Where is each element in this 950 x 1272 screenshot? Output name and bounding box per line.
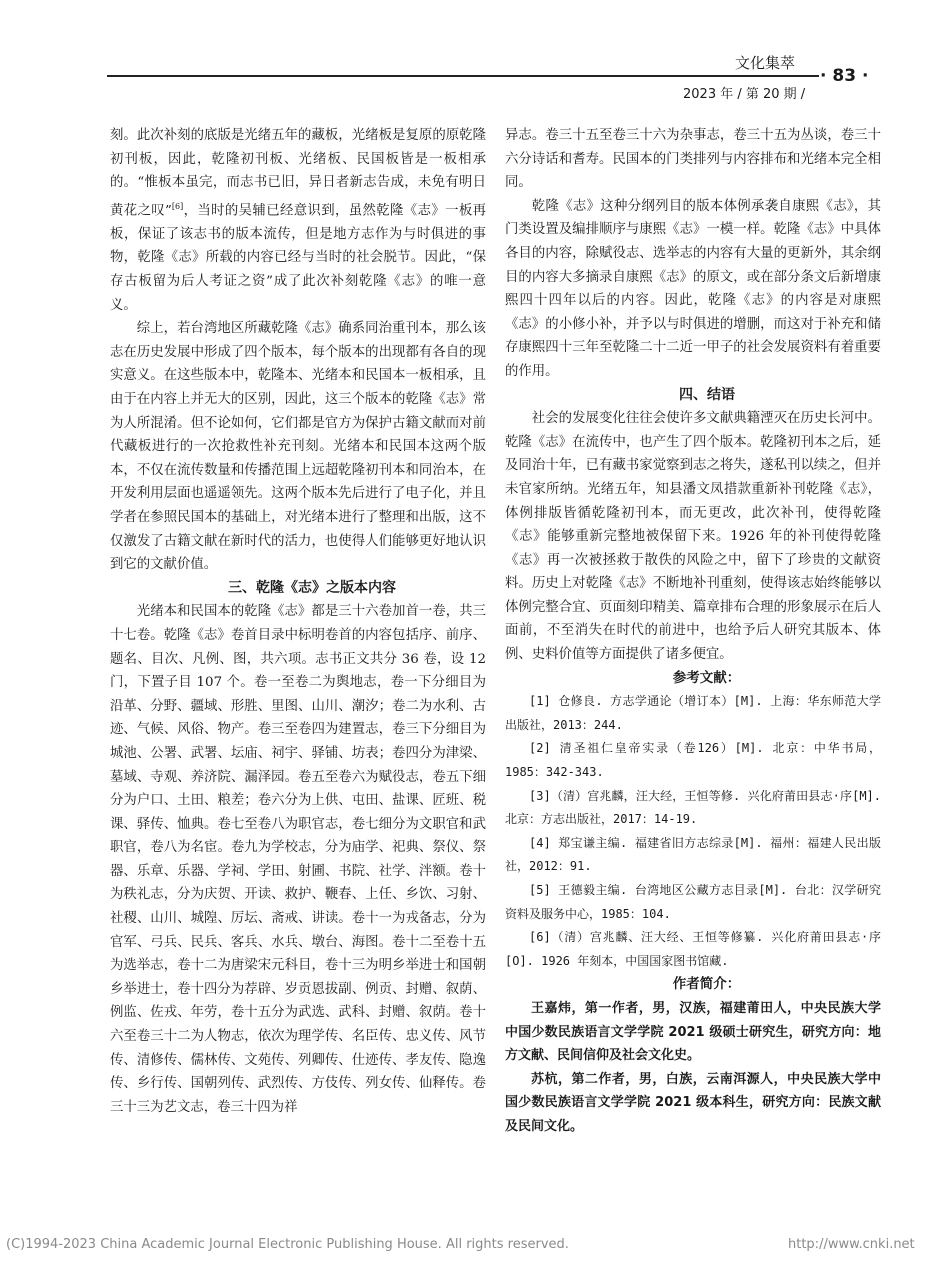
paragraph: 社会的发展变化往往会使许多文献典籍湮灭在历史长河中。乾隆《志》在流传中，也产生了四个版本。乾隆初刊本之后，延及同治十年，已有藏书家觉察到志之将失，遂私刊以续之，但并未官家所纳。光绪五年，知县潘文凤措款重新补刊乾隆《志》，体例排版皆循乾隆初刊本，而无更改，此次补刊，使得乾隆《志》能够重新完整地被保留下来。1926 年的补刊使得乾隆《志》再一次被拯救于散佚的风险之中，留下了珍贵的文献资料。历史上对乾隆《志》不断地补刊重刻，使得该志始终能够以体例完整合宜、页面刻印精美、篇章排布合理的形象展示在后人面前，不至消失在时代的前进中，也给予后人研究其版本、体例、史料价值等方面提供了诸多便宜。 [505, 411, 881, 663]
reference-item: [2] 清圣祖仁皇帝实录（卷126）[M]. 北京：中华书局，1985：342-343. [505, 741, 881, 780]
reference-item: [6]（清）宫兆麟、汪大经、王恒等修纂. 兴化府莆田县志·序[O]. 1926 年刻本，中国国家图书馆藏. [505, 930, 881, 968]
paragraph: 乾隆《志》这种分纲列目的版本体例承袭自康熙《志》，其门类设置及编排顺序与康熙《志》一模一样。乾隆《志》中具体各目的内容，除赋役志、选举志的内容有大量的更新外，其余纲目的内容大多摘录自康熙《志》的原文，或在部分条文后新增康熙四十四年以后的内容。因此，乾隆《志》的内容是对康熙《志》的小修小补，并予以与时俱进的增删，而这对于补充和储存康熙四十三年至乾隆二十二近一甲子的社会发展资料有着重要的作用。 [505, 198, 881, 379]
section-heading: 四、结语 [679, 386, 735, 403]
issue-label: 2023 年 / 第 20 期 / [683, 87, 806, 102]
references-heading: 参考文献： [672, 669, 741, 686]
page-number: · 83 · [820, 66, 869, 86]
right-column [505, 124, 881, 1139]
reference-item: [3]（清）宫兆麟，汪大经，王恒等修. 兴化府莆田县志·序[M]. 北京：方志出版社，2017：14-19. [505, 788, 881, 827]
paragraph-text: ，当时的吴辅已经意识到，虽然乾隆《志》一板再板，保证了该志书的版本流传，但是地方志作为与时俱进的事物，乾隆《志》所载的内容已经与当时的社会脱节。因此，“保存古板留为后人考证之资”成了此次补刻乾隆《志》的唯一意义。 [110, 203, 486, 313]
page-header [0, 0, 950, 110]
header-rule [107, 75, 819, 77]
journal-title: 文化集萃 [735, 54, 796, 72]
author-bio: 苏杭，第二作者，男，白族，云南洱源人，中央民族大学中国少数民族语言文学学院 2021 级本科生，研究方向：民族文献及民间文化。 [505, 1071, 881, 1134]
paragraph: 综上，若台湾地区所藏乾隆《志》确系同治重刊本，那么该志在历史发展中形成了四个版本，每个版本的出现都有各自的现实意义。在这些版本中，乾隆本、光绪本和民国本一板相承，且由于在内容上并无大的区别，因此，这三个版本的乾隆《志》常为人所混淆。但不论如何，它们都是官方为保护古籍文献而对前代藏板进行的一次抢救性补充刊刻。光绪本和民国本这两个版本，不仅在流传数量和传播范围上远超乾隆初刊本和同治本，在开发利用层面也遥遥领先。这两个版本先后进行了电子化，并且学者在参照民国本的基础上，对光绪本进行了整理和出版，这不仅激发了古籍文献在新时代的活力，也使得人们能够更好地认识到它的文献价值。 [110, 321, 486, 573]
paragraph: 异志。卷三十五至卷三十六为杂事志，卷三十五为丛谈，卷三十六分诗话和耆寿。民国本的门类排列与内容排布和光绪本完全相同。 [505, 128, 881, 191]
copyright-notice: (C)1994-2023 China Academic Journal Electronic Publishing House. All rights reserved. [6, 1237, 569, 1252]
publisher-url: http://www.cnki.net [788, 1237, 915, 1252]
paragraph-text: 刻。此次补刻的底版是光绪五年的藏板，光绪板是复原的原乾隆初刊板，因此，乾隆初刊板、光绪板、民国板皆是一板相承的。“惟板本虽完，而志书已旧，异日者新志告成，未免有明日黄花之叹” [110, 128, 486, 219]
left-column [110, 124, 486, 1119]
paragraph: 光绪本和民国本的乾隆《志》都是三十六卷加首一卷，共三十七卷。乾隆《志》卷首目录中标明卷首的内容包括序、前序、题名、目次、凡例、图，共六项。志书正文共分 36 卷，设 12 门，下置子目 107 个。卷一至卷二为舆地志，卷一下分细目为沿革、分野、疆域、形胜、里图、山川、潮汐；卷二为水利、古迹、气候、风俗、物产。卷三至卷四为建置志，卷三下分细目为城池、公署、武署、坛庙、祠宇、驿铺、坊表；卷四分为津梁、墓域、寺观、养济院、漏泽园。卷五至卷六为赋役志，卷五下细分为户口、土田、粮差；卷六分为上供、屯田、盐课、匠班、税课、驿传、恤典。卷七至卷八为职官志，卷七细分为文职官和武职官，卷八为名宦。卷九为学校志，分为庙学、祀典、祭仪、祭器、乐章、乐器、学祠、学田、射圃、书院、社学、泮额。卷十为秩礼志，分为庆贺、开读、救护、鞭春、上任、乡饮、习射、社稷、山川、城隍、厉坛、斋戒、讲读。卷十一为戎备志，分为官军、弓兵、民兵、客兵、水兵、墩台、海图。卷十二至卷十五为选举志，卷十二为唐梁宋元科目，卷十三为明乡举进士和国朝乡举进士，卷十四分为荐辟、岁贡恩拔副、例贡、封赠、叙荫、例监、佐戎、年劳，卷十五分为武选、武科、封赠、叙荫。卷十六至卷三十二为人物志，依次为理学传、名臣传、忠义传、风节传、清修传、儒林传、文苑传、列卿传、仕迹传、孝友传、隐逸传、乡行传、国朝列传、武烈传、方伎传、列女传、仙释传。卷三十三为艺文志，卷三十四为祥 [110, 604, 486, 1115]
author-bio-heading: 作者简介： [672, 976, 741, 993]
reference-item: [5] 王德毅主编. 台湾地区公藏方志目录[M]. 台北：汉学研究资料及服务中心，1985：104. [505, 883, 881, 921]
author-bio: 王嘉炜，第一作者，男，汉族，福建莆田人，中央民族大学中国少数民族语言文学学院 2021 级硕士研究生，研究方向：地方文献、民间信仰及社会文化史。 [505, 1000, 881, 1064]
reference-item: [1] 仓修良. 方志学通论（增订本）[M]. 上海：华东师范大学出版社，2013：244. [505, 694, 881, 732]
reference-item: [4] 郑宝谦主编. 福建省旧方志综录[M]. 福州：福建人民出版社，2012：91. [505, 835, 881, 874]
section-heading: 三、乾隆《志》之版本内容 [228, 579, 396, 596]
footnote-marker: [6] [171, 201, 184, 211]
paragraph [110, 124, 486, 317]
